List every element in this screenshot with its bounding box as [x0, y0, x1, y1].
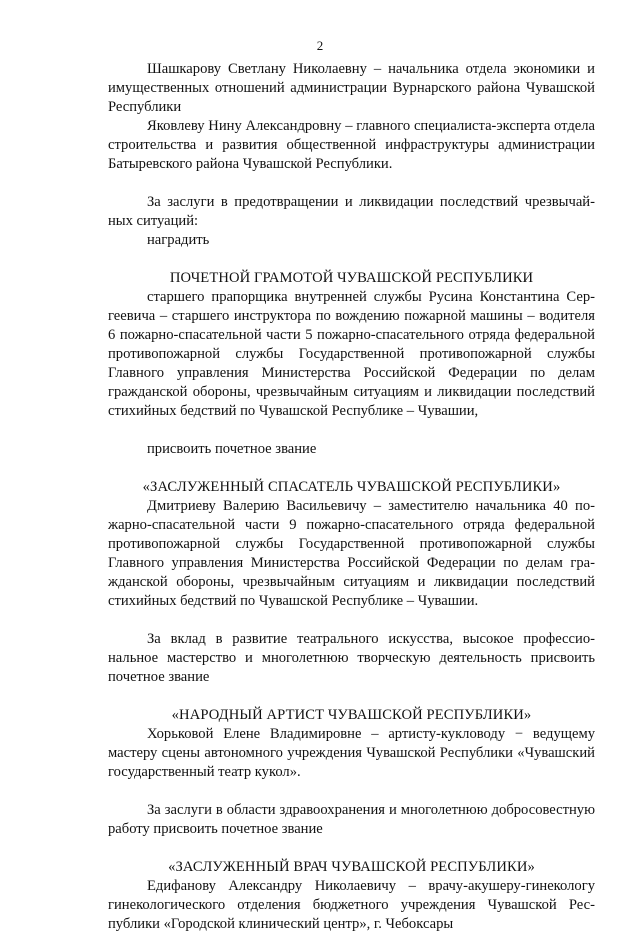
award-recipient-paragraph: Шашкарову Светлану Николаевну – начальника отдела экономики и имущественных отношений администрации Вурнарского района Чувашской Республики	[108, 61, 595, 115]
award-heading: ПОЧЕТНОЙ ГРАМОТОЙ ЧУВАШСКОЙ РЕСПУБЛИКИ	[169, 270, 534, 286]
award-verb: наградить	[147, 232, 210, 248]
award-reason-paragraph: За заслуги в области здравоохранения и многолетнюю добросовестную работу присвоить почетное звание	[108, 802, 595, 837]
award-recipient-paragraph: Едифанову Александру Николаевичу – врачу-акушеру-гинекологу гинекологического отделения бюджетного учреждения Чувашской Республики «Городской клинический центр», г. Чебоксары	[108, 878, 595, 932]
award-recipient-paragraph: старшего прапорщика внутренней службы Русина Константина Сергеевича – старшего инструктора по вождению пожарной машины – водителя 6 пожарно-спасательной части 5 пожарно-спасательного отряда федеральной противопожарной службы Государственной противопожарной службы Главного управления Министерства Российской Федерации по делам гражданской обороны, чрезвычайным ситуациям и ликвидации последствий стихийных бедствий по Чувашской Республике – Чувашии,	[108, 289, 595, 419]
award-reason-paragraph: За вклад в развитие театрального искусства, высокое профессиональное мастерство и многолетнюю творческую деятельность присвоить почетное звание	[108, 631, 595, 685]
award-heading: «НАРОДНЫЙ АРТИСТ ЧУВАШСКОЙ РЕСПУБЛИКИ»	[171, 707, 532, 723]
document-body	[108, 60, 595, 934]
page-number: 2	[316, 38, 324, 53]
award-heading: «ЗАСЛУЖЕННЫЙ СПАСАТЕЛЬ ЧУВАШСКОЙ РЕСПУБЛИКИ»	[142, 479, 561, 495]
award-reason-paragraph: За заслуги в предотвращении и ликвидации последствий чрезвычайных ситуаций:	[108, 194, 595, 229]
award-verb: присвоить почетное звание	[147, 441, 317, 457]
award-heading: «ЗАСЛУЖЕННЫЙ ВРАЧ ЧУВАШСКОЙ РЕСПУБЛИКИ»	[168, 859, 535, 875]
award-recipient-paragraph: Дмитриеву Валерию Васильевичу – заместителю начальника 40 пожарно-спасательной части 9 пожарно-спасательного отряда федеральной противопожарной службы Государственной противопожарной службы Главного управления Министерства Российской Федерации по делам гражданской обороны, чрезвычайным ситуациям и ликвидации последствий стихийных бедствий по Чувашской Республике – Чувашии.	[108, 498, 595, 609]
award-recipient-paragraph: Хорьковой Елене Владимировне – артисту-кукловоду − ведущему мастеру сцены автономного учреждения Чувашской Республики «Чувашский государственный театр кукол».	[108, 726, 595, 780]
award-recipient-paragraph: Яковлеву Нину Александровну – главного специалиста-эксперта отдела строительства и развития общественной инфраструктуры администрации Батыревского района Чувашской Республики.	[108, 118, 595, 172]
